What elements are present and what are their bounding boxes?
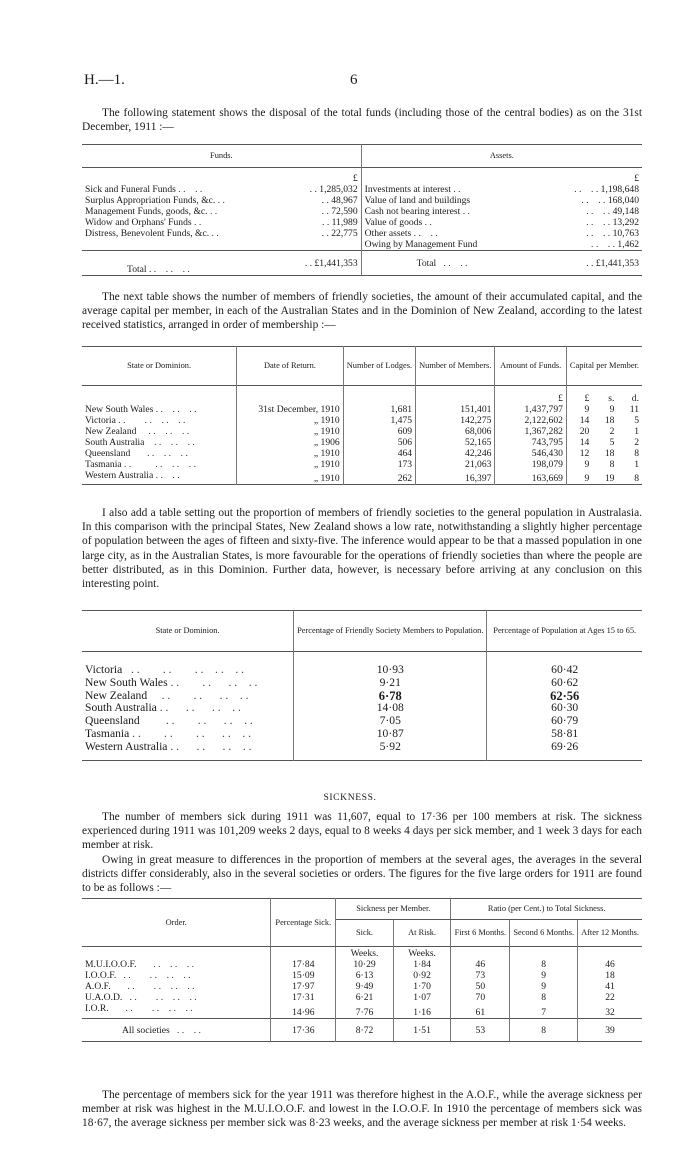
lodges-value: 609 bbox=[343, 426, 415, 437]
friendly-pct-value: 7·05 bbox=[294, 715, 487, 728]
at-risk-value: 1·07 bbox=[393, 992, 451, 1003]
return-date: „ 1910 bbox=[237, 426, 344, 437]
table-row: Victoria . . . . . . . . . . 10·93 60·42 bbox=[82, 664, 642, 677]
amount-unit: £ bbox=[495, 386, 567, 405]
orders-sickness-table bbox=[82, 898, 642, 1042]
first-6-months-value: 73 bbox=[451, 970, 510, 981]
table-row: Western Australia . . . . „ 1910 262 16,397 163,669 9 19 8 bbox=[82, 470, 642, 485]
return-date: „ 1910 bbox=[237, 459, 344, 470]
proportion-paragraph: I also add a table setting out the proportion of members of friendly societies to the general population in Australasia. In this comparison with the principal States, New Zealand shows a low rate, notwithstanding a slightly higher percentage of population between the ages of fifteen and sixty-five. The inference would appear to be that a massed population in one large city, as in the Australian States, is more favourable for the operations of friendly societies than where the people are better distributed, as in this Dominion. Further data, however, is necessary before arriving at any conclusion on this interesting point. bbox=[82, 507, 642, 591]
friendly-pct-value: 5·92 bbox=[294, 741, 487, 760]
order-name: M.U.I.O.O.F. bbox=[85, 959, 137, 970]
report-reference: H.—1. bbox=[84, 72, 125, 88]
fund-name: Sick and Funeral Funds bbox=[85, 184, 176, 195]
sick-value: 7·76 bbox=[336, 1003, 394, 1019]
lodges-value: 1,475 bbox=[343, 415, 415, 426]
friendly-pct-value: 6·78 bbox=[294, 690, 487, 703]
total-row: All societies . . . . 17·36 8·72 1·51 53 8 39 bbox=[82, 1019, 642, 1042]
second-6-months-value: 8 bbox=[510, 992, 578, 1003]
sick-value: 10·29 bbox=[336, 959, 394, 970]
friendly-pct-value: 9·21 bbox=[294, 677, 487, 690]
first-6-months-value: 46 bbox=[451, 959, 510, 970]
capital-shillings: 19 bbox=[604, 473, 615, 484]
capital-pence: 1 bbox=[634, 426, 639, 437]
pct-sick-header: Percentage Sick. bbox=[271, 899, 336, 947]
second-6-months-value: 8 bbox=[510, 959, 578, 970]
table-row: I.O.O.F. . . . . . . . . 15·09 6·13 0·92 73 9 18 bbox=[82, 970, 642, 981]
order-name: All societies bbox=[122, 1024, 170, 1036]
fund-value: 72,590 bbox=[331, 206, 358, 217]
friendly-pct-value: 10·87 bbox=[294, 728, 487, 741]
total-assets: £1,441,353 bbox=[595, 257, 639, 269]
capital-shillings: 2 bbox=[609, 426, 615, 437]
state-name: Queensland bbox=[85, 448, 131, 459]
state-name: South Australia bbox=[85, 437, 145, 448]
total-row: Total . . . . . . . . £1,441,353 Total . . . . . . £1,441,353 bbox=[82, 251, 642, 276]
table-row: South Australia . . . . . . „ 1906 506 52,165 743,795 14 5 2 bbox=[82, 437, 642, 448]
at-risk-value: 0·92 bbox=[393, 970, 451, 981]
state-name: Victoria bbox=[85, 415, 116, 426]
table-row: U.A.O.D. . . . . . . . . 17·31 6·21 1·07 70 8 22 bbox=[82, 992, 642, 1003]
population-pct-header: Percentage of Population at Ages 15 to 65. bbox=[493, 626, 637, 636]
first-6-months-value: 70 bbox=[451, 992, 510, 1003]
membership-paragraph: The next table shows the number of members of friendly societies, the amount of their accumulated capital, and the average capital per member, in each of the Australian States and in the Dominion of New Zealand, according to the latest received statistics, arranged in order of membership :— bbox=[82, 291, 642, 332]
state-name: New South Wales bbox=[85, 675, 168, 689]
order-name: U.A.O.D. bbox=[85, 992, 123, 1003]
return-date: „ 1910 bbox=[237, 415, 344, 426]
lodges-value: 464 bbox=[343, 448, 415, 459]
state-name: New Zealand bbox=[85, 426, 137, 437]
table-row: Widow and Orphans' Funds . . . . 11,989 Value of goods . . . . . . 13,292 bbox=[85, 217, 639, 228]
after-12-months-value: 22 bbox=[605, 992, 615, 1003]
amount-value: 743,795 bbox=[495, 437, 567, 448]
funds-assets-table bbox=[82, 144, 642, 276]
capital-pounds: 14 bbox=[579, 415, 590, 426]
currency-symbol: £ bbox=[634, 173, 639, 184]
states-membership-table bbox=[82, 346, 642, 485]
fund-name: Widow and Orphans' Funds bbox=[85, 217, 192, 228]
population-pct-value: 60·30 bbox=[551, 701, 579, 715]
lodges-value: 173 bbox=[343, 459, 415, 470]
state-name: South Australia bbox=[85, 701, 157, 715]
population-pct-value: 62·56 bbox=[550, 688, 580, 703]
order-col-header: Order. bbox=[82, 899, 271, 947]
state-name: Western Australia bbox=[85, 470, 154, 481]
table-row: Sick and Funeral Funds . . . . . . 1,285,032 Investments at interest . . . . . . 1,198,648 bbox=[85, 184, 639, 195]
state-name: Western Australia bbox=[85, 739, 168, 753]
table-row: Queensland . . . . . . „ 1910 464 42,246 546,430 12 18 8 bbox=[82, 448, 642, 459]
capital-shillings: 18 bbox=[604, 448, 615, 459]
return-date: „ 1910 bbox=[237, 470, 344, 485]
table-row: Management Funds, goods, &c. . . . . 72,590 Cash not bearing interest . . . . . . 49,148 bbox=[85, 206, 639, 217]
amount-value: 1,367,282 bbox=[495, 426, 567, 437]
table-row: South Australia . . . . . . . . 14·08 60·30 bbox=[82, 702, 642, 715]
after-12-months-value: 32 bbox=[605, 1007, 615, 1018]
population-percentage-table bbox=[82, 610, 642, 761]
total-funds: £1,441,353 bbox=[314, 257, 358, 269]
asset-value: 49,148 bbox=[612, 206, 639, 217]
return-date: „ 1906 bbox=[237, 437, 344, 448]
state-name: Tasmania bbox=[85, 459, 122, 470]
fund-name: Distress, Benevolent Funds, &c. bbox=[85, 228, 210, 239]
capital-pence: 8 bbox=[634, 473, 639, 484]
date-col-header: Date of Return. bbox=[237, 347, 344, 386]
sickness-paragraph: The number of members sick during 1911 was 11,607, equal to 17·36 per 100 members at risk. The sickness experienced during 1911 was 101,209 weeks 2 days, equal to 8 weeks 4 days per sick member, and 1 week 3 days for each member at risk. bbox=[82, 811, 642, 852]
pct-sick-value: 17·84 bbox=[271, 959, 336, 970]
lodges-value: 506 bbox=[343, 437, 415, 448]
capital-pounds: 9 bbox=[584, 459, 590, 470]
capital-col-header: Capital per Member. bbox=[569, 361, 639, 371]
running-header bbox=[84, 72, 650, 92]
members-col-header: Number of Members. bbox=[416, 347, 495, 386]
fund-value: 22,775 bbox=[331, 228, 358, 239]
return-date: „ 1910 bbox=[237, 448, 344, 459]
capital-shillings: 5 bbox=[609, 437, 615, 448]
sick-value: 9·49 bbox=[336, 981, 394, 992]
table-row: Owing by Management Fund . . . . 1,462 bbox=[82, 239, 642, 251]
members-value: 52,165 bbox=[416, 437, 495, 448]
at-risk-value: 1·16 bbox=[393, 1003, 451, 1019]
second-6-months-value: 9 bbox=[510, 970, 578, 981]
lodges-value: 262 bbox=[343, 470, 415, 485]
first-6-months-value: 61 bbox=[451, 1003, 510, 1019]
friendly-pct-value: 14·08 bbox=[294, 702, 487, 715]
capital-shillings: 9 bbox=[609, 404, 615, 415]
first-6-months-value: 53 bbox=[451, 1019, 510, 1042]
after-12-months-value: 46 bbox=[605, 959, 615, 970]
amount-col-header: Amount of Funds. bbox=[495, 347, 567, 386]
at-risk-header: At Risk. bbox=[393, 920, 451, 947]
asset-value: 168,040 bbox=[607, 195, 639, 206]
amount-value: 2,122,602 bbox=[495, 415, 567, 426]
first-6-months-header: First 6 Months. bbox=[451, 920, 510, 947]
weeks-unit: Weeks. bbox=[336, 947, 394, 960]
capital-pence: 11 bbox=[629, 404, 639, 415]
population-pct-value: 60·62 bbox=[551, 675, 579, 689]
at-risk-value: 1·51 bbox=[393, 1019, 451, 1042]
asset-name: Investments at interest bbox=[364, 184, 451, 195]
assets-header: Assets. bbox=[489, 151, 514, 161]
asset-name: Value of land and buildings bbox=[364, 195, 471, 206]
sickness-heading: SICKNESS. bbox=[323, 792, 377, 803]
friendly-pct-value: 10·93 bbox=[294, 664, 487, 677]
table-row: I.O.R. . . . . . . . . 14·96 7·76 1·16 61 7 32 bbox=[82, 1003, 642, 1019]
order-name: I.O.R. bbox=[85, 1003, 109, 1014]
order-name: A.O.F. bbox=[85, 981, 111, 992]
capital-pence: 1 bbox=[634, 459, 639, 470]
capital-pounds: 14 bbox=[579, 437, 590, 448]
at-risk-value: 1·70 bbox=[393, 981, 451, 992]
asset-value: 1,462 bbox=[617, 239, 639, 250]
capital-pence: 2 bbox=[634, 437, 639, 448]
return-date: 31st December, 1910 bbox=[237, 404, 344, 415]
table-row: Tasmania . . . . . . . . . . 10·87 58·81 bbox=[82, 728, 642, 741]
population-pct-value: 60·79 bbox=[551, 714, 579, 728]
capital-pounds: 12 bbox=[579, 448, 590, 459]
table-row: Surplus Appropriation Funds, &c. . . . . 48,967 Value of land and buildings . . . . 168,040 bbox=[85, 195, 639, 206]
orders-intro-paragraph: Owing in great measure to differences in the proportion of members at the several ages, the averages in the several districts differ considerably, also in the several societies or orders. The figures for the five large orders for 1911 are found to be as follows :— bbox=[82, 854, 642, 895]
second-6-months-value: 8 bbox=[510, 1019, 578, 1042]
asset-name: Other assets bbox=[364, 228, 412, 239]
lodges-value: 1,681 bbox=[343, 404, 415, 415]
state-name: New South Wales bbox=[85, 404, 154, 415]
capital-pounds: 9 bbox=[584, 473, 590, 484]
capital-shillings: 8 bbox=[609, 459, 615, 470]
asset-value: 13,292 bbox=[612, 217, 639, 228]
asset-name: Owing by Management Fund bbox=[364, 239, 478, 250]
state-col-header: State or Dominion. bbox=[82, 347, 237, 386]
fund-name: Surplus Appropriation Funds, &c. bbox=[85, 195, 216, 206]
table-row: Distress, Benevolent Funds, &c. . . . . 22,775 Other assets . . . . . . . . 10,763 bbox=[85, 228, 639, 239]
amount-value: 163,669 bbox=[495, 470, 567, 485]
weeks-unit: Weeks. bbox=[393, 947, 451, 960]
shilling-unit: s. bbox=[608, 393, 615, 404]
asset-name: Value of goods bbox=[364, 217, 423, 228]
capital-shillings: 18 bbox=[604, 415, 615, 426]
page-number: 6 bbox=[350, 72, 358, 88]
table-row: Queensland . . . . . . . . 7·05 60·79 bbox=[82, 715, 642, 728]
after-12-months-header: After 12 Months. bbox=[581, 928, 639, 938]
after-12-months-value: 41 bbox=[605, 981, 615, 992]
pct-sick-value: 15·09 bbox=[271, 970, 336, 981]
members-value: 42,246 bbox=[416, 448, 495, 459]
population-pct-value: 69·26 bbox=[551, 739, 579, 753]
funds-header: Funds. bbox=[82, 145, 361, 168]
members-value: 16,397 bbox=[416, 470, 495, 485]
order-name: I.O.O.F. bbox=[85, 970, 117, 981]
sick-header: Sick. bbox=[336, 920, 394, 947]
first-6-months-value: 50 bbox=[451, 981, 510, 992]
second-6-months-value: 7 bbox=[510, 1003, 578, 1019]
pct-sick-value: 17·36 bbox=[271, 1019, 336, 1042]
at-risk-value: 1·84 bbox=[393, 959, 451, 970]
pct-sick-value: 17·31 bbox=[271, 992, 336, 1003]
table-row: M.U.I.O.O.F. . . . . . . 17·84 10·29 1·84 46 8 46 bbox=[82, 959, 642, 970]
conclusion-paragraph: The percentage of members sick for the year 1911 was therefore highest in the A.O.F., while the average sickness per member at risk was highest in the M.U.I.O.O.F. and lowest in the I.O.O.F. In 1910 the percentage of members sick was 18·67, the average sickness per member sick was 8·23 weeks, and the average sickness per member at risk 1·54 weeks. bbox=[82, 1089, 642, 1130]
state-col-header: State or Dominion. bbox=[82, 611, 294, 652]
state-name: Tasmania bbox=[85, 726, 130, 740]
second-6-months-value: 9 bbox=[510, 981, 578, 992]
sick-value: 6·13 bbox=[336, 970, 394, 981]
sickness-per-member-header: Sickness per Member. bbox=[336, 899, 451, 920]
pct-sick-value: 17·97 bbox=[271, 981, 336, 992]
pct-sick-value: 14·96 bbox=[271, 1003, 336, 1019]
amount-value: 546,430 bbox=[495, 448, 567, 459]
members-value: 68,006 bbox=[416, 426, 495, 437]
table-row: New Zealand . . . . . . „ 1910 609 68,006 1,367,282 20 2 1 bbox=[82, 426, 642, 437]
state-name: New Zealand bbox=[85, 688, 148, 702]
fund-value: 48,967 bbox=[331, 195, 358, 206]
fund-value: 1,285,032 bbox=[319, 184, 358, 195]
total-asset-label: Total bbox=[416, 257, 437, 269]
capital-pence: 8 bbox=[634, 448, 639, 459]
fund-value: 11,989 bbox=[331, 217, 358, 228]
lodges-col-header: Number of Lodges. bbox=[343, 347, 415, 386]
members-value: 151,401 bbox=[416, 404, 495, 415]
population-pct-value: 58·81 bbox=[551, 726, 579, 740]
sick-value: 8·72 bbox=[336, 1019, 394, 1042]
population-pct-value: 60·42 bbox=[551, 663, 579, 676]
intro-paragraph: The following statement shows the disposal of the total funds (including those of the central bodies) as on the 31st December, 1911 :— bbox=[82, 107, 642, 134]
capital-pounds: 20 bbox=[579, 426, 590, 437]
sick-value: 6·21 bbox=[336, 992, 394, 1003]
asset-value: 1,198,648 bbox=[600, 184, 639, 195]
pound-unit: £ bbox=[584, 393, 590, 404]
table-row: Tasmania . . . . . . . . „ 1910 173 21,063 198,079 9 8 1 bbox=[82, 459, 642, 470]
state-name: Queensland bbox=[85, 714, 140, 728]
capital-pence: 5 bbox=[634, 415, 639, 426]
table-row: A.O.F. . . . . . . . . 17·97 9·49 1·70 50 9 41 bbox=[82, 981, 642, 992]
table-row: New South Wales . . . . . . . . 9·21 60·62 bbox=[82, 677, 642, 690]
currency-symbol: £ bbox=[277, 168, 361, 185]
capital-pounds: 9 bbox=[584, 404, 590, 415]
amount-value: 198,079 bbox=[495, 459, 567, 470]
table-row: New South Wales . . . . . . 31st December, 1910 1,681 151,401 1,437,797 9 9 11 bbox=[82, 404, 642, 415]
total-label: Total bbox=[127, 264, 147, 275]
ratio-header: Ratio (per Cent.) to Total Sickness. bbox=[451, 899, 642, 920]
pence-unit: d. bbox=[631, 393, 639, 404]
asset-value: 10,763 bbox=[612, 228, 639, 239]
asset-name: Cash not bearing interest bbox=[364, 206, 461, 217]
table-row: Western Australia . . . . . . . . 5·92 69·26 bbox=[82, 741, 642, 760]
amount-value: 1,437,797 bbox=[495, 404, 567, 415]
members-value: 21,063 bbox=[416, 459, 495, 470]
fund-name: Management Funds, goods, &c. bbox=[85, 206, 208, 217]
table-row: Victoria . . . . . . . . „ 1910 1,475 142,275 2,122,602 14 18 5 bbox=[82, 415, 642, 426]
members-value: 142,275 bbox=[416, 415, 495, 426]
after-12-months-value: 18 bbox=[605, 970, 615, 981]
after-12-months-value: 39 bbox=[605, 1024, 615, 1036]
state-name: Victoria bbox=[85, 663, 123, 676]
table-row: New Zealand . . . . . . . . 6·78 62·56 bbox=[82, 690, 642, 703]
friendly-pct-header: Percentage of Friendly Society Members to Population. bbox=[294, 611, 487, 652]
second-6-months-header: Second 6 Months. bbox=[510, 920, 578, 947]
